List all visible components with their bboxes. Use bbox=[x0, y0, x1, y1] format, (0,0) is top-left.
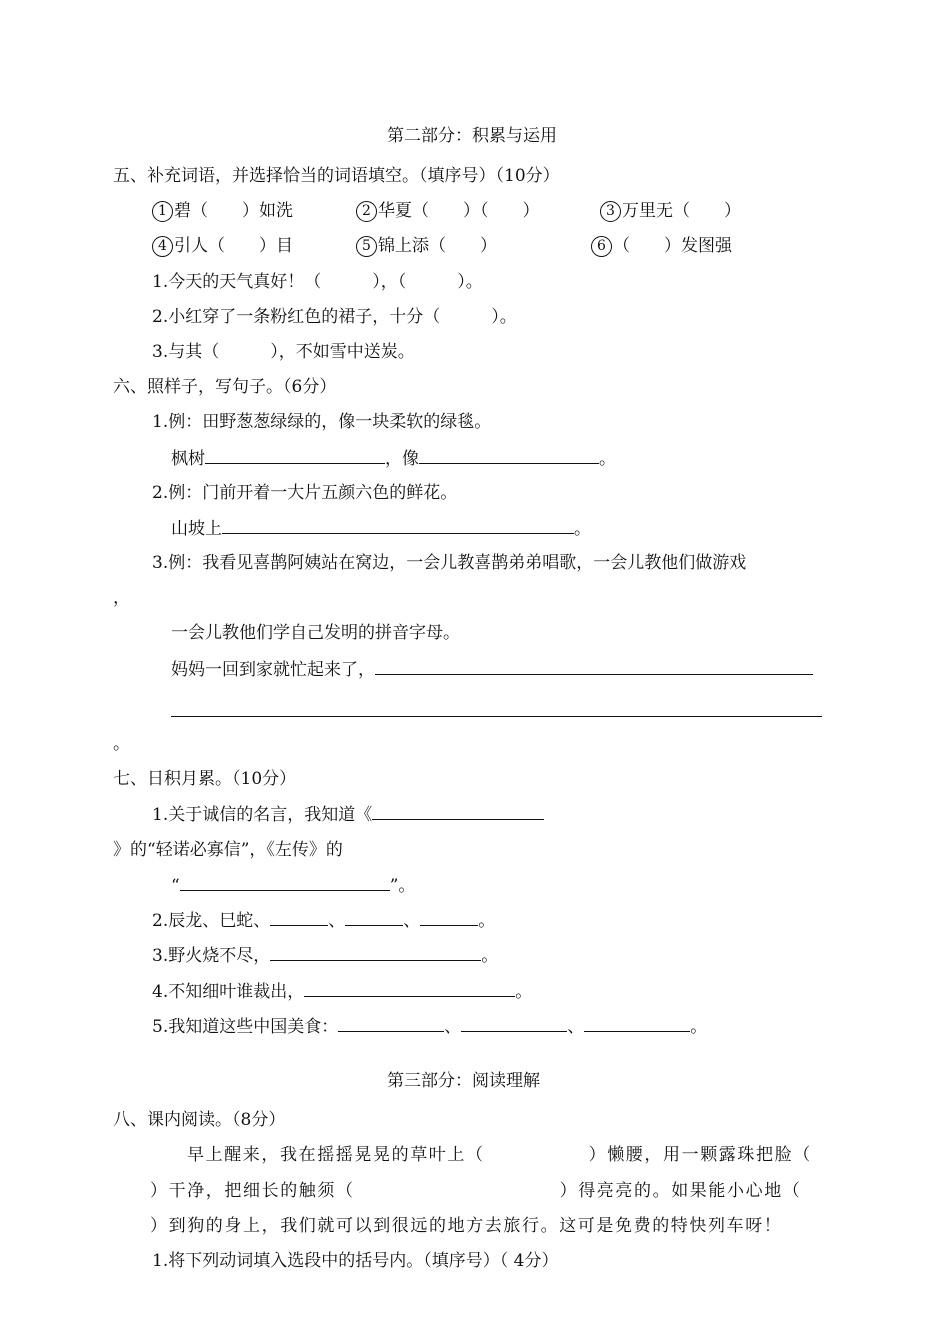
answer-blank[interactable] bbox=[584, 1014, 690, 1032]
answer-blank[interactable] bbox=[304, 979, 515, 997]
q5-option-1: 1 碧（ ）如洗 bbox=[152, 199, 293, 223]
answer-blank-full-line[interactable] bbox=[171, 698, 822, 717]
circled-number: 4 bbox=[152, 236, 173, 257]
q5-item-2: 2.小红穿了一条粉红色的裙子，十分（ ）。 bbox=[152, 307, 517, 327]
q5-option-2: 2 华夏（ ）（ ） bbox=[356, 199, 540, 223]
q6-example-3-comma: ， bbox=[113, 588, 130, 608]
q8-passage-line-1: 早上醒来，我在摇摇晃晃的草叶上（ ）懒腰，用一颗露珠把脸（ bbox=[187, 1145, 812, 1165]
answer-blank[interactable] bbox=[461, 1014, 567, 1032]
answer-blank[interactable] bbox=[375, 657, 813, 675]
q6-answer-3-end: 。 bbox=[113, 734, 130, 754]
answer-blank[interactable] bbox=[372, 802, 544, 820]
q7-item-1-cont: 》的“轻诺必寡信”，《左传》的 bbox=[113, 840, 343, 860]
q8-passage-line-2: ）干净，把细长的触须（ ）得亮亮的。如果能小心地（ bbox=[150, 1181, 802, 1201]
circled-number: 6 bbox=[591, 236, 612, 257]
circled-number: 3 bbox=[600, 201, 621, 222]
q6-heading: 六、照样子，写句子。（6分） bbox=[113, 377, 337, 397]
answer-blank[interactable] bbox=[419, 446, 599, 464]
circled-number: 5 bbox=[356, 236, 377, 257]
q7-item-1-quote: “ ”。 bbox=[171, 873, 415, 898]
q6-answer-1: 枫树 ，像 。 bbox=[171, 446, 616, 471]
q5-option-5: 5 锦上添（ ） bbox=[356, 234, 497, 258]
q6-example-3-continued: 一会儿教他们学自己发明的拼音字母。 bbox=[171, 623, 460, 643]
answer-blank[interactable] bbox=[270, 908, 328, 926]
answer-blank[interactable] bbox=[180, 873, 390, 891]
part2-title: 第二部分：积累与运用 bbox=[387, 126, 557, 146]
q5-option-3: 3 万里无（ ） bbox=[600, 199, 741, 223]
q7-item-5: 5.我知道这些中国美食： 、 、 。 bbox=[152, 1014, 707, 1039]
q7-heading: 七、日积月累。（10分） bbox=[113, 769, 297, 789]
q5-option-4: 4 引人（ ）目 bbox=[152, 234, 293, 258]
answer-blank[interactable] bbox=[205, 446, 385, 464]
q6-example-2: 2.例：门前开着一大片五颜六色的鲜花。 bbox=[152, 483, 458, 503]
q7-item-1: 1.关于诚信的名言，我知道《 bbox=[152, 802, 544, 827]
answer-blank[interactable] bbox=[338, 1014, 444, 1032]
q5-option-6: 6 （ ）发图强 bbox=[591, 234, 732, 258]
q7-item-4: 4.不知细叶谁裁出， 。 bbox=[152, 979, 532, 1004]
answer-blank[interactable] bbox=[270, 943, 481, 961]
answer-blank[interactable] bbox=[222, 516, 574, 534]
q6-example-3: 3.例：我看见喜鹊阿姨站在窝边，一会儿教喜鹊弟弟唱歌，一会儿教他们做游戏 bbox=[152, 553, 747, 573]
q7-item-3: 3.野火烧不尽， 。 bbox=[152, 943, 498, 968]
q5-heading: 五、补充词语，并选择恰当的词语填空。（填序号）（10分） bbox=[113, 166, 560, 186]
answer-blank[interactable] bbox=[345, 908, 403, 926]
q8-subquestion-1: 1.将下列动词填入选段中的括号内。（填序号）（ 4分） bbox=[152, 1251, 559, 1271]
q8-heading: 八、课内阅读。（8分） bbox=[113, 1110, 286, 1130]
q6-example-1: 1.例：田野葱葱绿绿的，像一块柔软的绿毯。 bbox=[152, 412, 492, 432]
q6-answer-2: 山坡上 。 bbox=[171, 516, 591, 541]
q7-item-2: 2.辰龙、巳蛇、 、 、 。 bbox=[152, 908, 495, 933]
part3-title: 第三部分：阅读理解 bbox=[387, 1071, 540, 1091]
circled-number: 1 bbox=[152, 201, 173, 222]
q5-item-1: 1.今天的天气真好！（ ），（ ）。 bbox=[152, 272, 483, 292]
answer-blank[interactable] bbox=[420, 908, 478, 926]
q6-answer-3: 妈妈一回到家就忙起来了， bbox=[171, 657, 813, 682]
q5-item-3: 3.与其（ ），不如雪中送炭。 bbox=[152, 342, 415, 362]
q8-passage-line-3: ）到狗的身上，我们就可以到很远的地方去旅行。这可是免费的特快列车呀！ bbox=[150, 1216, 783, 1236]
circled-number: 2 bbox=[356, 201, 377, 222]
